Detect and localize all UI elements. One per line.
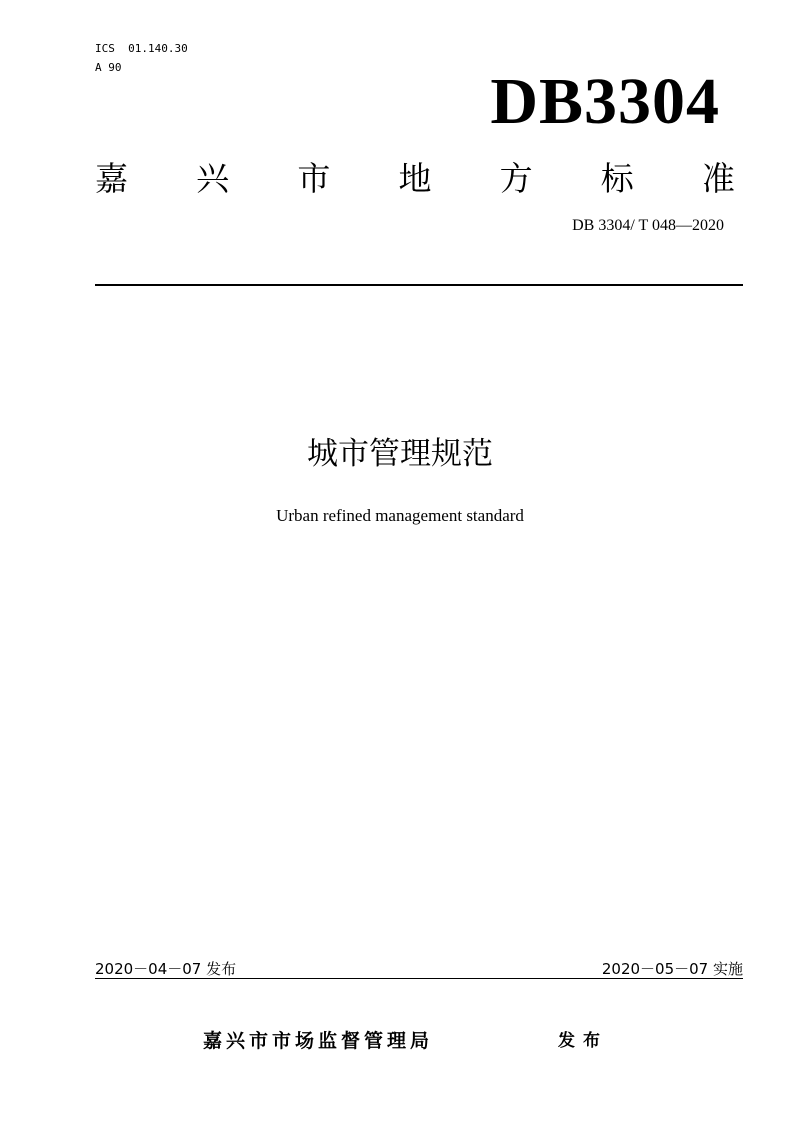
bottom-divider [95, 978, 743, 979]
standard-code: DB3304 [490, 65, 720, 138]
standard-type-char: 兴 [196, 158, 230, 198]
document-title-english: Urban refined management standard [276, 506, 524, 525]
standard-type-char: 标 [600, 158, 634, 198]
standard-type-char: 市 [297, 158, 331, 198]
issue-date: 2020－04－07 发布 [95, 960, 237, 978]
ics-code: ICS 01.140.30 [95, 42, 188, 55]
standard-number: DB 3304/ T 048—2020 [572, 217, 724, 234]
standard-type-char: 嘉 [95, 158, 128, 198]
issuing-authority: 嘉兴市市场监督管理局 [203, 1030, 434, 1052]
classification-code: A 90 [95, 61, 122, 74]
document-title-chinese: 城市管理规范 [307, 436, 493, 472]
top-divider [95, 284, 743, 286]
standard-type-char: 准 [701, 158, 735, 198]
issue-label: 发布 [558, 1031, 608, 1051]
standard-type-heading [95, 152, 735, 200]
standard-type-char: 地 [398, 158, 432, 198]
standard-type-char: 方 [499, 158, 533, 198]
implementation-date: 2020－05－07 实施 [601, 960, 743, 978]
